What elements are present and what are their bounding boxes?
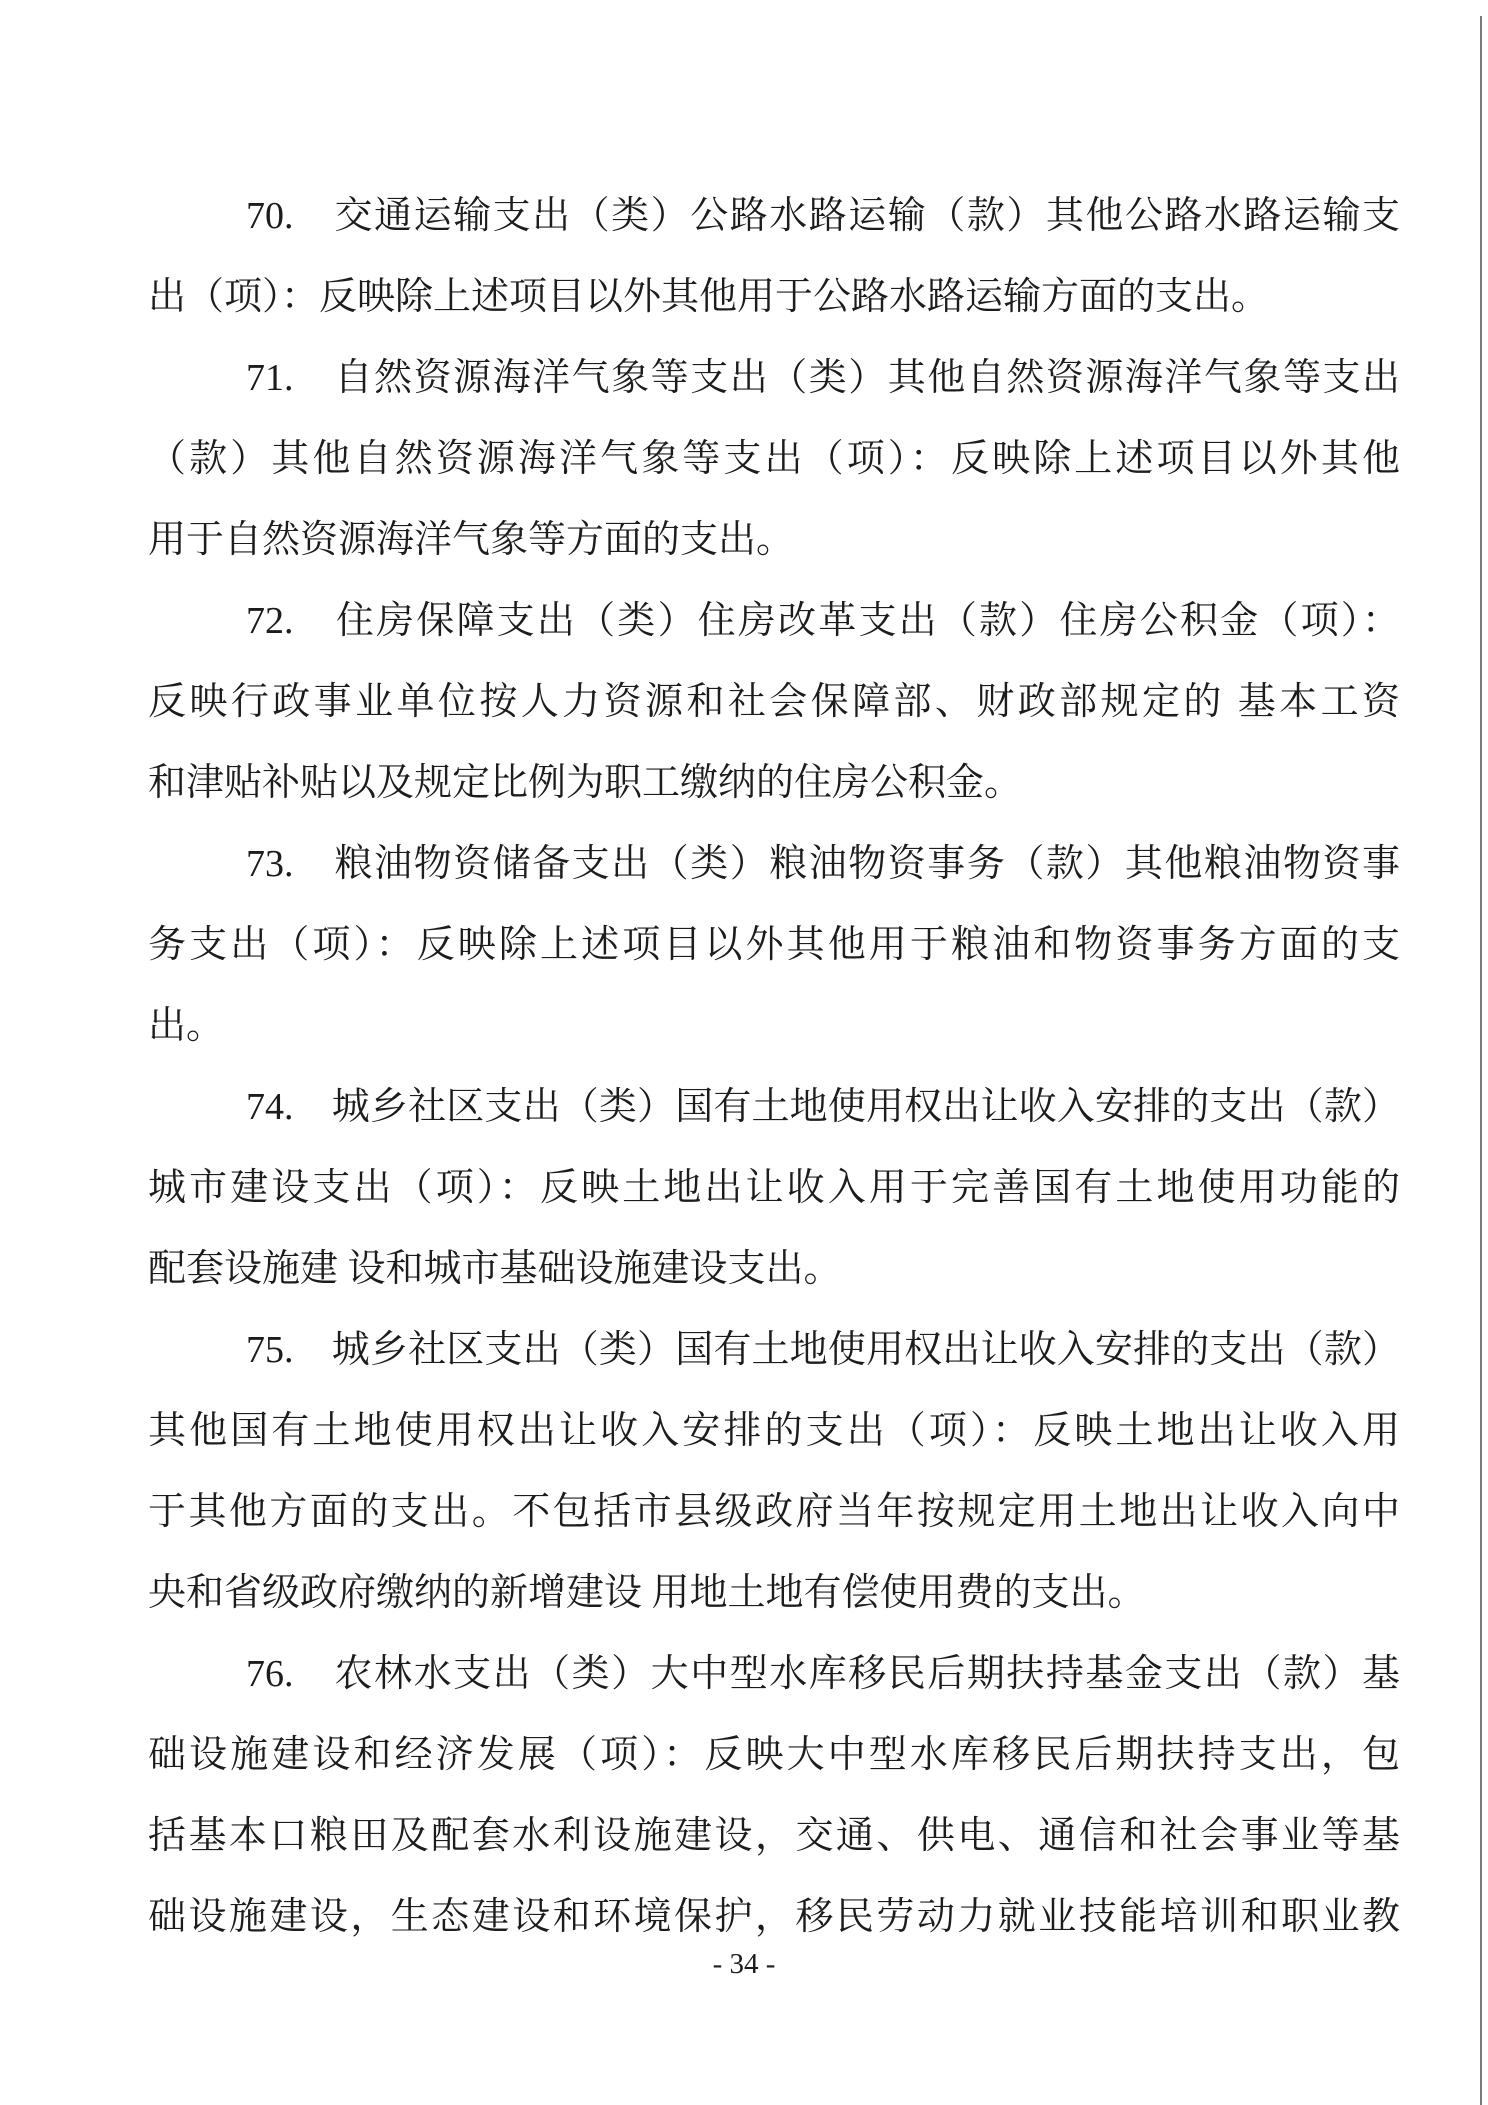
text-line: 70. 交通运输支出（类）公路水路运输（款）其他公路水路运输支: [246, 195, 1400, 237]
text-line: 础设施建设和经济发展（项）：反映大中型水库移民后期扶持支出，包: [148, 1734, 1400, 1776]
text-line: 务支出（项）：反映除上述项目以外其他用于粮油和物资事务方面的支: [148, 924, 1400, 966]
text-line: （款）其他自然资源海洋气象等支出（项）：反映除上述项目以外其他: [148, 438, 1400, 480]
text-line: 74. 城乡社区支出（类）国有土地使用权出让收入安排的支出（款）: [246, 1086, 1400, 1128]
text-line: 央和省级政府缴纳的新增建设 用地土地有偿使用费的支出。: [148, 1572, 1146, 1614]
text-line: 72. 住房保障支出（类）住房改革支出（款）住房公积金（项）：: [246, 600, 1400, 642]
text-line: 其他国有土地使用权出让收入安排的支出（项）：反映土地出让收入用: [148, 1410, 1400, 1452]
text-line: 73. 粮油物资储备支出（类）粮油物资事务（款）其他粮油物资事: [246, 843, 1400, 885]
paragraph-72: [148, 581, 1400, 824]
text-line: 75. 城乡社区支出（类）国有土地使用权出让收入安排的支出（款）: [246, 1329, 1400, 1371]
text-line: 和津贴补贴以及规定比例为职工缴纳的住房公积金。: [148, 762, 1023, 804]
text-line: 用于自然资源海洋气象等方面的支出。: [148, 519, 795, 561]
paragraph-70: [148, 176, 1400, 338]
document-body: [148, 176, 1400, 1958]
paragraph-73: [148, 824, 1400, 1067]
scan-edge-line: [1480, 16, 1482, 2105]
text-line: 配套设施建 设和城市基础设施建设支出。: [148, 1248, 842, 1290]
page-number: - 34 -: [712, 1948, 776, 1980]
text-line: 出（项）：反映除上述项目以外其他用于公路水路运输方面的支出。: [148, 276, 1270, 318]
text-line: 括基本口粮田及配套水利设施建设，交通、供电、通信和社会事业等基: [148, 1815, 1400, 1857]
text-line: 础设施建设，生态建设和环境保护，移民劳动力就业技能培训和职业教: [148, 1896, 1400, 1938]
paragraph-76: [148, 1634, 1400, 1958]
paragraph-75: [148, 1310, 1400, 1634]
text-line: 出。: [148, 1005, 225, 1047]
text-line: 城市建设支出（项）：反映土地出让收入用于完善国有土地使用功能的: [148, 1167, 1400, 1209]
text-line: 76. 农林水支出（类）大中型水库移民后期扶持基金支出（款）基: [246, 1653, 1400, 1695]
text-line: 反映行政事业单位按人力资源和社会保障部、财政部规定的 基本工资: [148, 681, 1400, 723]
paragraph-71: [148, 338, 1400, 581]
text-line: 于其他方面的支出。不包括市县级政府当年按规定用土地出让收入向中: [148, 1491, 1400, 1533]
text-line: 71. 自然资源海洋气象等支出（类）其他自然资源海洋气象等支出: [246, 357, 1400, 399]
paragraph-74: [148, 1067, 1400, 1310]
